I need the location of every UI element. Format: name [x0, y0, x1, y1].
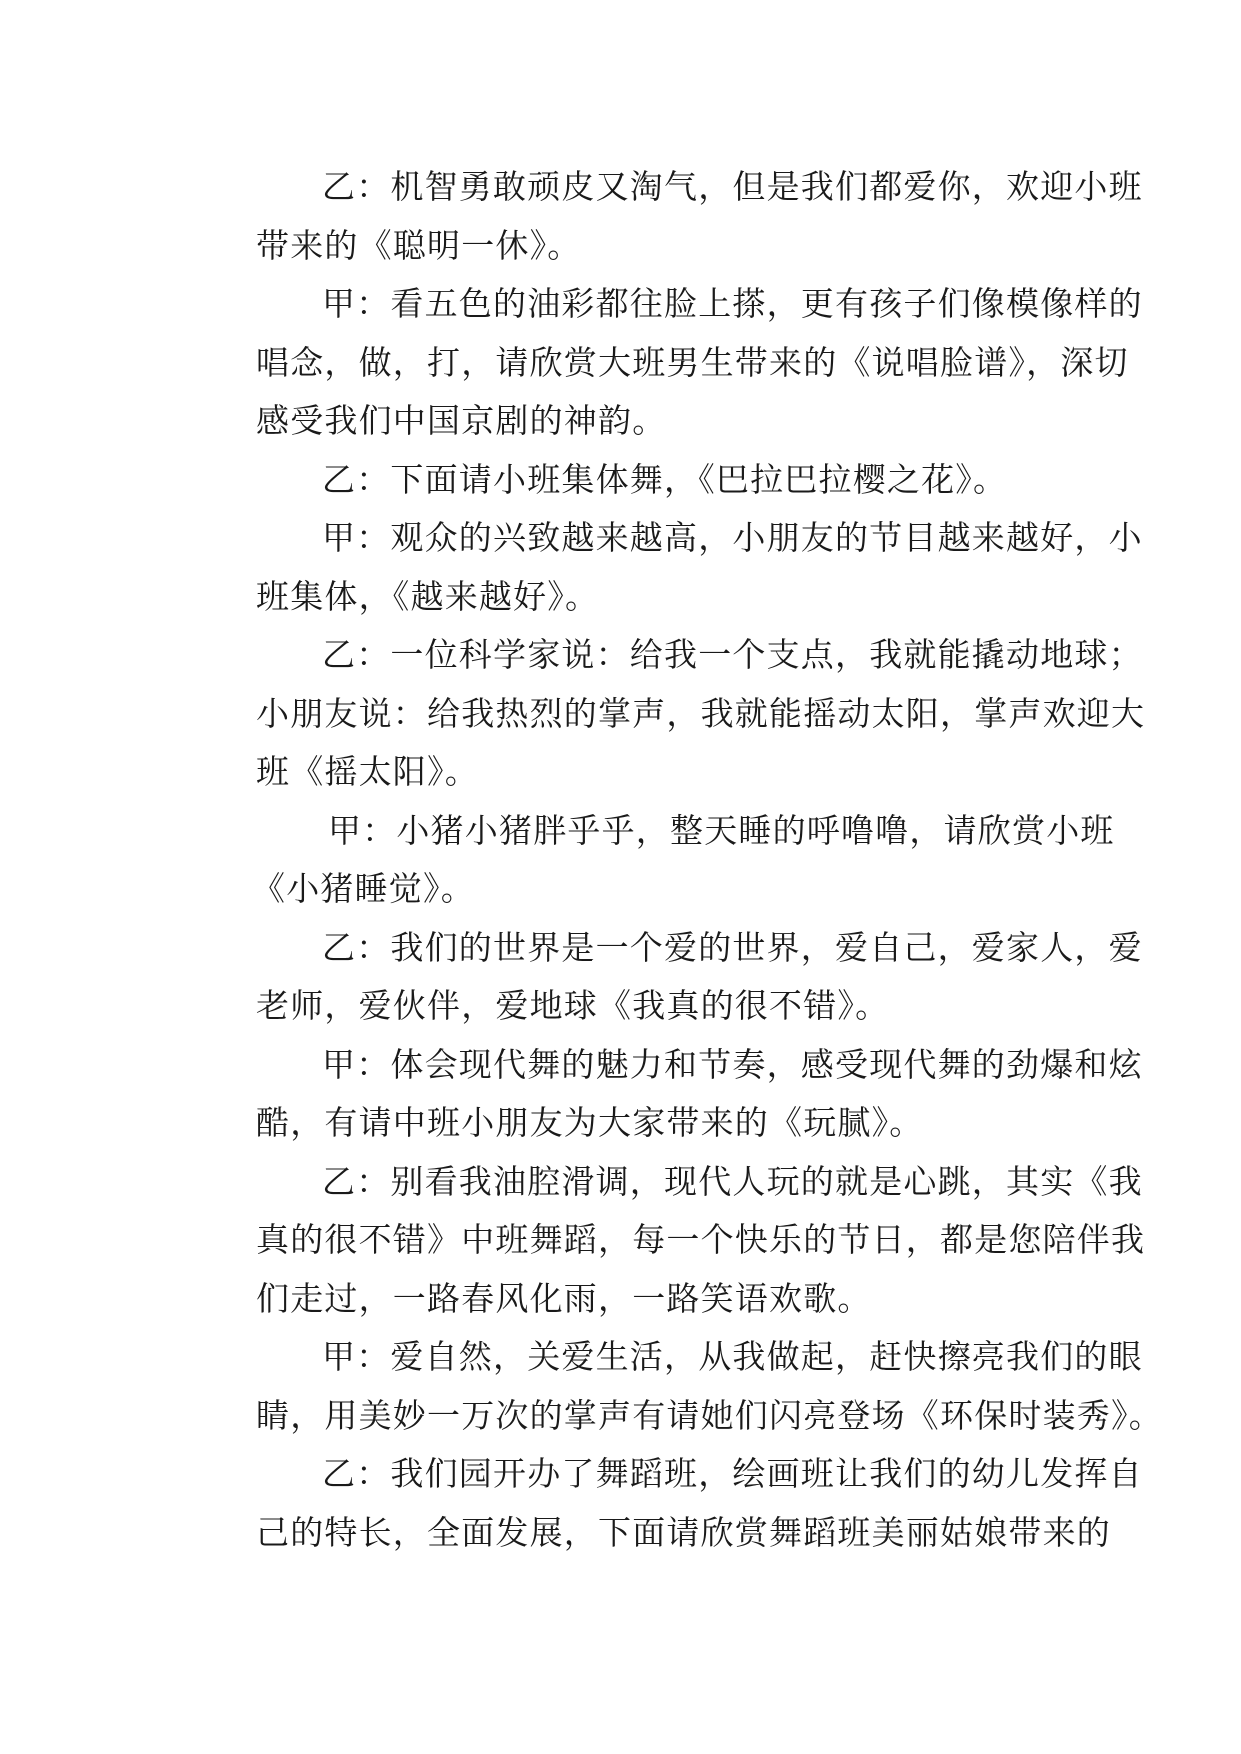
text-line: 带来的《聪明一休》。 — [256, 225, 582, 265]
text-line: 感受我们中国京剧的神韵。 — [256, 401, 667, 440]
paragraph — [190, 802, 1115, 919]
paragraph — [190, 451, 1060, 510]
text-line: 真的很不错》中班舞蹈，每一个快乐的节日，都是您陪伴我 — [256, 1220, 1146, 1259]
text-line: 甲：爱自然，关爱生活，从我做起，赶快擦亮我们的眼 — [322, 1337, 1143, 1376]
text-line: 小朋友说：给我热烈的掌声，我就能摇动太阳，掌声欢迎大 — [256, 693, 1146, 733]
paragraph — [190, 626, 1146, 802]
text-line: 《小猪睡觉》。 — [252, 869, 475, 908]
paragraph — [190, 509, 1143, 626]
text-line: 睛，用美妙一万次的掌声有请她们闪亮登场《环保时装秀》。 — [256, 1395, 1163, 1435]
text-line: 甲：观众的兴致越来越高，小朋友的节目越来越好，小 — [322, 518, 1143, 557]
text-line: 乙：机智勇敢顽皮又淘气，但是我们都爱你，欢迎小班 — [322, 167, 1143, 206]
text-line: 乙：一位科学家说：给我一个支点，我就能撬动地球； — [322, 635, 1143, 674]
text-line: 乙：别看我油腔滑调，现代人玩的就是心跳，其实《我 — [322, 1161, 1143, 1201]
text-line: 们走过，一路春风化雨，一路笑语欢歌。 — [256, 1278, 872, 1318]
document-body — [190, 158, 1163, 1562]
paragraph — [190, 1328, 1163, 1445]
text-line: 乙：下面请小班集体舞，《巴拉巴拉樱之花》。 — [322, 459, 1008, 499]
text-line: 乙：我们的世界是一个爱的世界，爱自己，爱家人，爱 — [322, 927, 1143, 967]
paragraph — [190, 919, 1143, 1036]
text-line: 甲：小猪小猪胖乎乎，整天睡的呼噜噜，请欣赏小班 — [328, 810, 1115, 850]
paragraph — [190, 275, 1143, 451]
text-line: 甲：看五色的油彩都往脸上搽，更有孩子们像模像样的 — [322, 284, 1143, 323]
paragraph — [190, 1153, 1146, 1329]
paragraph — [190, 1036, 1143, 1153]
text-line: 酷，有请中班小朋友为大家带来的《玩腻》。 — [256, 1103, 924, 1142]
text-line: 班集体，《越来越好》。 — [256, 576, 600, 616]
text-line: 乙：我们园开办了舞蹈班，绘画班让我们的幼儿发挥自 — [322, 1454, 1143, 1493]
text-line: 老师，爱伙伴，爱地球《我真的很不错》。 — [256, 986, 890, 1025]
paragraph — [190, 158, 1143, 275]
text-line: 班《摇太阳》。 — [256, 752, 479, 791]
text-line: 己的特长，全面发展，下面请欣赏舞蹈班美丽姑娘带来的 — [256, 1512, 1111, 1552]
text-line: 唱念，做，打，请欣赏大班男生带来的《说唱脸谱》，深切 — [256, 342, 1129, 382]
text-line: 甲：体会现代舞的魅力和节奏，感受现代舞的劲爆和炫 — [322, 1044, 1143, 1084]
paragraph — [190, 1445, 1143, 1562]
